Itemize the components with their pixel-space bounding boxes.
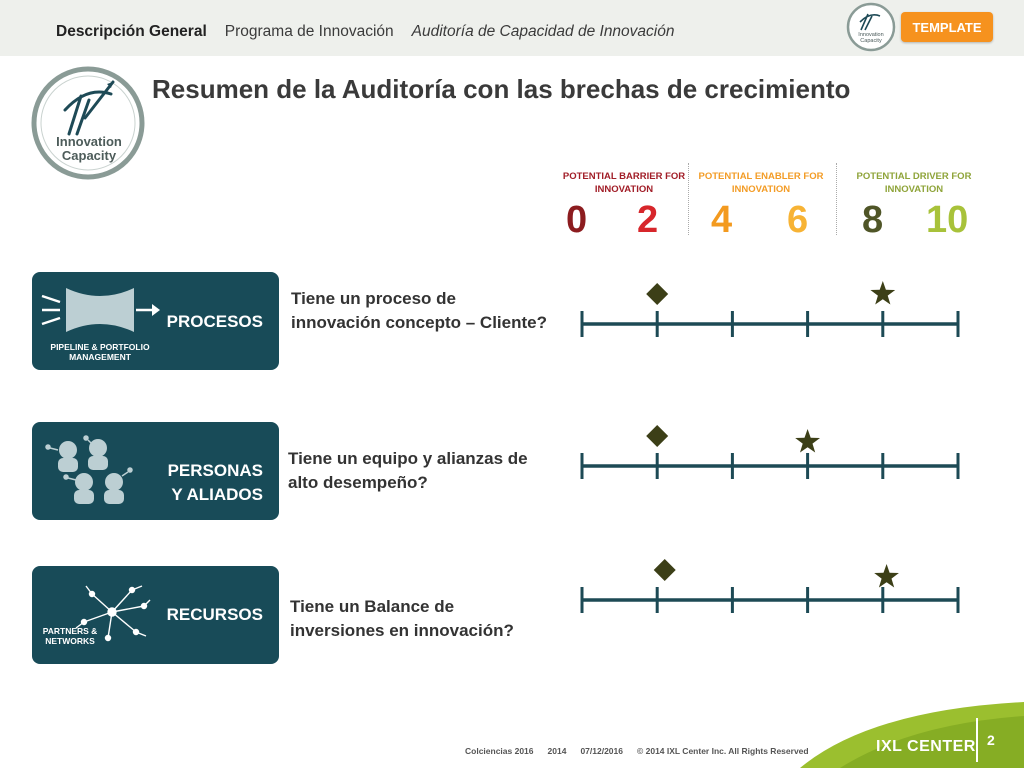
question-line: Tiene un proceso de: [291, 289, 457, 308]
scale-header-enabler-line1: POTENTIAL ENABLER FOR: [698, 171, 824, 182]
rating-scale-personas: [570, 418, 970, 498]
card-label-recursos: RECURSOS: [166, 605, 263, 624]
card-label-line: PERSONAS: [167, 461, 263, 480]
scale-number-10: 10: [926, 199, 969, 241]
category-card-personas: [32, 422, 279, 520]
card-subtitle: [38, 626, 102, 646]
scale-separator: [836, 163, 837, 235]
brand-separator: [976, 718, 978, 762]
footer-item: 07/12/2016: [580, 746, 623, 756]
question-line: Tiene un equipo y alianzas de: [288, 449, 528, 468]
card-label-personas: [168, 459, 263, 507]
scale-header-enabler: [696, 170, 826, 196]
question-line: Tiene un Balance de: [290, 597, 455, 616]
footer: [465, 746, 809, 756]
nav-auditoria-capacidad[interactable]: Auditoría de Capacidad de Innovación: [411, 23, 675, 40]
page-number: 2: [987, 732, 995, 748]
scale-number-6: 6: [787, 199, 809, 241]
innovation-capacity-small-logo: [846, 2, 896, 52]
page-title: Resumen de la Auditoría con las brechas de crecimiento: [152, 74, 851, 104]
question-text: [290, 595, 514, 643]
question-text: [288, 447, 528, 495]
footer-item: 2014: [547, 746, 567, 756]
card-label-line: Y ALIADOS: [171, 485, 263, 504]
footer-copyright: © 2014 IXL Center Inc. All Rights Reserved: [636, 746, 809, 756]
ixl-center-logo: IXL CENTER: [876, 738, 976, 755]
card-subtitle-line: PIPELINE & PORTFOLIO: [50, 342, 150, 352]
scale-header-driver-line2: INNOVATION: [884, 184, 944, 195]
nav-descripcion-general[interactable]: Descripción General: [56, 23, 207, 40]
target-marker-star: [795, 429, 820, 453]
category-card-recursos: [32, 566, 279, 664]
scale-number-0: 0: [566, 199, 588, 241]
question-line: inversiones en innovación?: [290, 621, 514, 640]
scale-header-barrier-line2: INNOVATION: [594, 184, 654, 195]
current-marker-diamond: [646, 425, 668, 447]
target-marker-star: [870, 281, 895, 305]
template-button[interactable]: TEMPLATE: [901, 12, 993, 42]
scale-header-enabler-line2: INNOVATION: [731, 184, 791, 195]
card-subtitle-line: NETWORKS: [45, 636, 95, 646]
category-card-procesos: [32, 272, 279, 370]
pipeline-icon: [40, 282, 160, 340]
scale-number-8: 8: [862, 199, 884, 241]
svg-text:Innovation: Innovation: [858, 32, 884, 38]
breadcrumb: [56, 23, 674, 41]
rating-scale-procesos: [570, 276, 970, 356]
card-label-procesos: PROCESOS: [166, 312, 263, 331]
scale-number-4: 4: [711, 199, 733, 241]
current-marker-diamond: [646, 283, 668, 305]
question-line: innovación concepto – Cliente?: [291, 313, 547, 332]
card-subtitle-line: MANAGEMENT: [69, 352, 131, 362]
svg-text:Innovation: Innovation: [56, 134, 122, 149]
svg-text:Capacity: Capacity: [860, 38, 882, 44]
innovation-capacity-logo: [29, 66, 147, 180]
current-marker-diamond: [654, 559, 676, 581]
card-subtitle-line: PARTNERS &: [42, 626, 98, 636]
rating-scale-recursos: [570, 552, 970, 632]
footer-item: Colciencias 2016: [465, 746, 534, 756]
card-subtitle: [40, 342, 160, 362]
target-marker-star: [874, 564, 899, 588]
svg-text:Capacity: Capacity: [61, 148, 117, 163]
scale-header-driver: [846, 170, 982, 196]
scale-number-2: 2: [637, 199, 659, 241]
question-text: [291, 287, 547, 335]
scale-header-driver-line1: POTENTIAL DRIVER FOR: [856, 171, 972, 182]
scale-separator: [688, 163, 689, 235]
scale-header-barrier: [560, 170, 688, 196]
nav-programa-innovacion[interactable]: Programa de Innovación: [224, 23, 394, 40]
scale-header-barrier-line1: POTENTIAL BARRIER FOR: [562, 171, 686, 182]
question-line: alto desempeño?: [288, 473, 428, 492]
people-icon: [42, 432, 142, 510]
